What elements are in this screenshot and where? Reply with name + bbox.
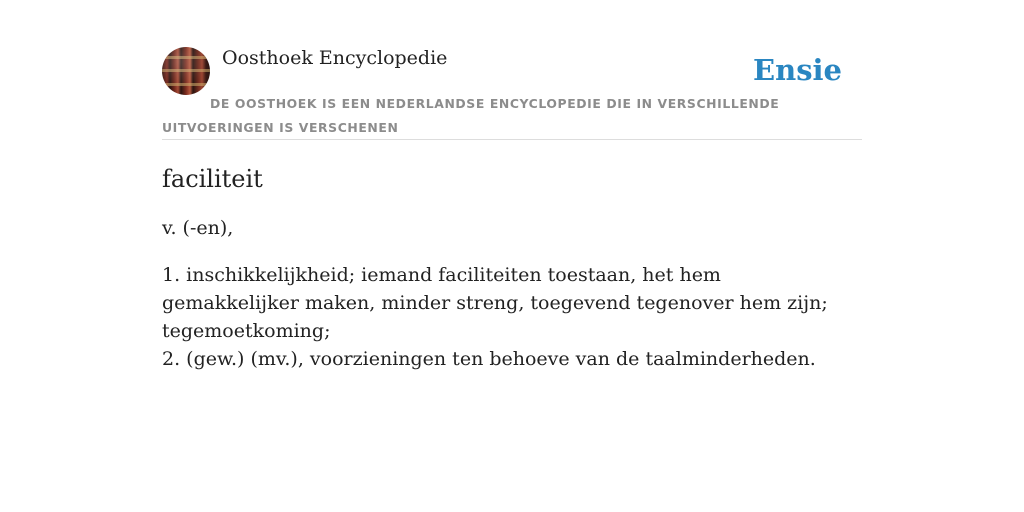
entry-card [162, 44, 862, 373]
entry-term: faciliteit [162, 165, 263, 193]
site-tagline: DE OOSTHOEK IS EEN NEDERLANDSE ENCYCLOPEDIE DIE IN VERSCHILLENDE UITVOERINGEN IS VERSCHENEN [162, 96, 780, 135]
entry-definition [162, 261, 862, 373]
definition-item: 2. (gew.) (mv.), voorzieningen ten behoeve van de taalminderheden. [162, 348, 816, 370]
entry-grammar: v. (-en), [162, 217, 234, 239]
ensie-logo-link[interactable]: Ensie [753, 53, 842, 87]
avatar-shine [162, 47, 210, 95]
site-name-link[interactable]: Oosthoek Encyclopedie [222, 47, 448, 69]
definition-item: 1. inschikkelijkheid; iemand faciliteiten toestaan, het hem gemakkelijker maken, minder streng, toegevend tegenover hem zijn; tegemoetkoming; [162, 264, 828, 342]
encyclopedia-avatar-icon[interactable] [162, 47, 210, 95]
header [162, 44, 862, 140]
